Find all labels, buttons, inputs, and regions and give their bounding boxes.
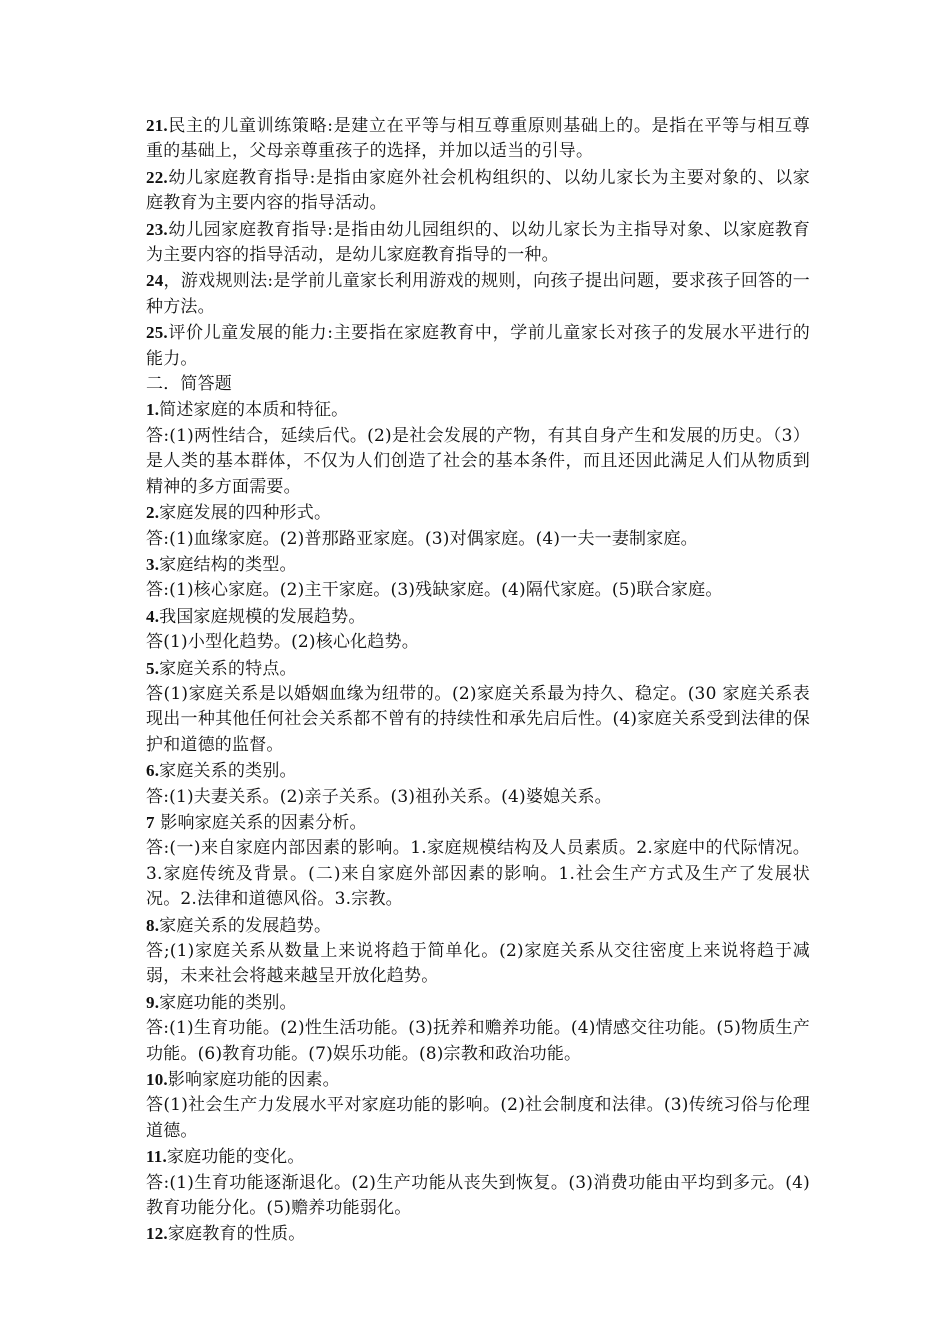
answer-3	[146, 578, 810, 603]
question-text: 家庭功能的类别。	[159, 992, 297, 1013]
question-9	[146, 990, 810, 1016]
item-number: 1.	[146, 400, 160, 420]
question-6	[146, 758, 810, 784]
question-text: 家庭结构的类型。	[159, 554, 297, 575]
answer-text: 答;(1)家庭关系从数量上来说将趋于简单化。(2)家庭关系从交往密度上来说将趋于减弱，未来社会将越来越呈开放化趋势。	[146, 941, 810, 987]
question-12	[146, 1221, 810, 1247]
answer-10	[146, 1093, 810, 1144]
document-body	[146, 113, 810, 1248]
question-1	[146, 397, 810, 423]
item-number: 5.	[146, 658, 160, 678]
item-number: 8.	[146, 915, 160, 935]
section-heading	[146, 372, 810, 397]
item-number: 23.	[146, 219, 168, 239]
answer-4	[146, 630, 810, 655]
answer-5	[146, 682, 810, 758]
item-number: 21.	[146, 116, 168, 135]
question-4	[146, 604, 810, 630]
question-text: 我国家庭规模的发展趋势。	[159, 606, 366, 627]
answer-7	[146, 836, 810, 912]
item-number: 7	[146, 812, 155, 832]
item-number: 4.	[146, 606, 160, 626]
question-text: 家庭关系的特点。	[159, 658, 297, 679]
question-text: 家庭发展的四种形式。	[159, 503, 332, 524]
paragraph-24	[146, 268, 810, 320]
question-text: 简述家庭的本质和特征。	[159, 400, 349, 421]
item-number: 3.	[146, 554, 160, 574]
answer-text: 答(1)小型化趋势。(2)核心化趋势。	[146, 632, 419, 653]
answer-text: 答:(1)核心家庭。(2)主干家庭。(3)残缺家庭。(4)隔代家庭。(5)联合家庭。	[146, 580, 723, 601]
answer-text: 答(1)社会生产力发展水平对家庭功能的影响。(2)社会制度和法律。(3)传统习俗与伦理道德。	[146, 1095, 810, 1141]
item-number: 11.	[146, 1147, 167, 1167]
paragraph-text: 评价儿童发展的能力:主要指在家庭教育中，学前儿童家长对孩子的发展水平进行的能力。	[146, 323, 810, 369]
answer-text: 答(1)家庭关系是以婚姻血缘为纽带的。(2)家庭关系最为持久、稳定。(30 家庭关系表现出一种其他任何社会关系都不曾有的持续性和承先启后性。(4)家庭关系受到法律的保护和道德的监督。	[146, 683, 810, 755]
question-8	[146, 913, 810, 939]
answer-8	[146, 939, 810, 990]
answer-9	[146, 1016, 810, 1067]
item-number: 9.	[146, 992, 160, 1012]
question-text: 影响家庭功能的因素。	[167, 1070, 340, 1091]
paragraph-22	[146, 165, 810, 217]
paragraph-text: 幼儿园家庭教育指导:是指由幼儿园组织的、以幼儿家长为主指导对象、以家庭教育为主要内容的指导活动，是幼儿家庭教育指导的一种。	[146, 219, 810, 266]
paragraph-21	[146, 113, 810, 165]
item-number: 24	[146, 271, 164, 291]
question-text: 影响家庭关系的因素分析。	[154, 812, 367, 833]
question-3	[146, 552, 810, 578]
paragraph-text: 幼儿家庭教育指导:是指由家庭外社会机构组织的、以幼儿家长为主要对象的、以家庭教育为主要内容的指导活动。	[146, 167, 810, 214]
question-5	[146, 656, 810, 682]
item-number: 12.	[146, 1224, 168, 1244]
answer-1	[146, 424, 810, 500]
question-text: 家庭教育的性质。	[167, 1224, 306, 1245]
question-11	[146, 1144, 810, 1170]
paragraph-text: ，游戏规则法:是学前儿童家长利用游戏的规则，向孩子提出问题，要求孩子回答的一种方法。	[146, 271, 810, 317]
item-number: 25.	[146, 323, 168, 343]
answer-text: 答:(1)两性结合，延续后代。(2)是社会发展的产物，有其自身产生和发展的历史。（3）是人类的基本群体，不仅为人们创造了社会的基本条件，而且还因此满足人们从物质到精神的多方面需要。	[146, 425, 810, 497]
answer-6	[146, 785, 810, 810]
paragraph-text: 民主的儿童训练策略:是建立在平等与相互尊重原则基础上的。是指在平等与相互尊重的基础上，父母亲尊重孩子的选择，并加以适当的引导。	[146, 116, 810, 162]
question-7	[146, 810, 810, 836]
answer-2	[146, 527, 810, 552]
answer-text: 答:(1)生育功能逐渐退化。(2)生产功能从丧失到恢复。(3)消费功能由平均到多元。(4)教育功能分化。(5)赡养功能弱化。	[146, 1172, 810, 1219]
answer-text: 答:(1)夫妻关系。(2)亲子关系。(3)祖孙关系。(4)婆媳关系。	[146, 786, 612, 807]
section-heading-text: 二．简答题	[146, 374, 232, 395]
item-number: 2.	[146, 503, 160, 523]
answer-text: 答:(1)生育功能。(2)性生活功能。(3)抚养和赡养功能。(4)情感交往功能。(5)物质生产功能。(6)教育功能。(7)娱乐功能。(8)宗教和政治功能。	[146, 1018, 810, 1064]
paragraph-23	[146, 217, 810, 269]
answer-11	[146, 1171, 810, 1222]
answer-text: 答:(1)血缘家庭。(2)普那路亚家庭。(3)对偶家庭。(4)一夫一妻制家庭。	[146, 528, 698, 549]
item-number: 10.	[146, 1070, 168, 1090]
question-2	[146, 500, 810, 526]
paragraph-25	[146, 320, 810, 372]
item-number: 22.	[146, 167, 168, 187]
question-text: 家庭功能的变化。	[166, 1147, 305, 1168]
question-10	[146, 1067, 810, 1093]
item-number: 6.	[146, 761, 160, 781]
question-text: 家庭关系的发展趋势。	[159, 915, 332, 936]
answer-text: 答:(一)来自家庭内部因素的影响。1.家庭规模结构及人员素质。2.家庭中的代际情况。3.家庭传统及背景。(二)来自家庭外部因素的影响。1.社会生产方式及生产了发展状况。2.法律和道德风俗。3.宗教。	[146, 838, 810, 910]
question-text: 家庭关系的类别。	[159, 761, 297, 782]
